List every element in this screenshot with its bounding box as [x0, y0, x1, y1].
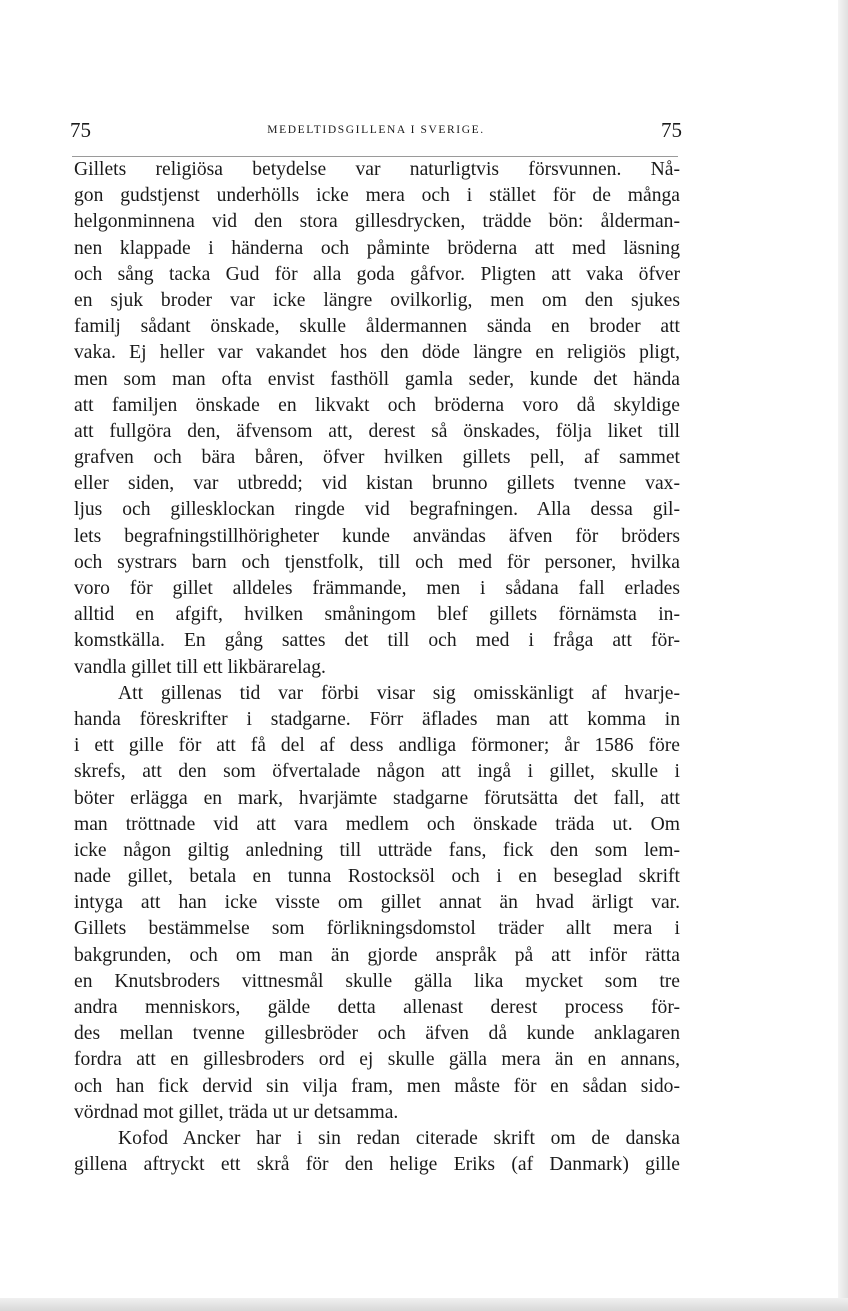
text-line: och sång tacka Gud för alla goda gåfvor. Pligten att vaka öfver: [74, 263, 680, 285]
paragraph-start-line: Att gillenas tid var förbi visar sig omisskänligt af hvarje-: [118, 682, 680, 704]
text-line: lets begrafningstillhörigheter kunde användas äfven för bröders: [74, 525, 680, 547]
text-line: en sjuk broder var icke längre ovilkorlig, men om den sjukes: [74, 289, 680, 311]
text-line: andra menniskors, gälde detta allenast derest process för-: [74, 997, 680, 1018]
paragraph-start-line: Kofod Ancker har i sin redan citerade skrift om de danska: [118, 1127, 680, 1149]
text-line: att fullgöra den, äfvensom att, derest så önskades, följa liket till: [74, 420, 680, 442]
text-line: helgonminnena vid den stora gillesdrycken, trädde bön: ålderman-: [74, 211, 680, 233]
text-line: men som man ofta envist fasthöll gamla seder, kunde det hända: [74, 368, 680, 390]
text-line: och han fick dervid sin vilja fram, men måste för en sådan sido-: [74, 1075, 680, 1097]
text-line: i ett gille för att få del af dess andliga förmoner; år 1586 före: [74, 735, 680, 757]
text-line: Gillets religiösa betydelse var naturligtvis försvunnen. Nå-: [74, 159, 680, 180]
text-line: nade gillet, betala en tunna Rostocksöl och i en beseglad skrift: [74, 866, 680, 888]
text-line: grafven och bära båren, öfver hvilken gillets pell, af sammet: [74, 447, 680, 469]
text-line: och systrars barn och tjenstfolk, till och med för personer, hvilka: [74, 551, 680, 573]
page-number-right: 75: [661, 118, 682, 142]
text-line: Gillets bestämmelse som förlikningsdomstol träder allt mera i: [74, 918, 680, 940]
text-line: gon gudstjenst underhölls icke mera och i stället för de många: [74, 185, 680, 207]
running-header: [70, 118, 682, 148]
text-line: komstkälla. En gång sattes det till och med i fråga att för-: [74, 630, 680, 652]
text-line: des mellan tvenne gillesbröder och äfven då kunde anklagaren: [74, 1023, 680, 1045]
text-line: skrefs, att den som öfvertalade någon att ingå i gillet, skulle i: [74, 761, 680, 783]
paragraph-end-line: vördnad mot gillet, träda ut ur detsamma.: [74, 1101, 399, 1123]
text-line: familj sådant önskade, skulle åldermannen sända en broder att: [74, 316, 680, 338]
text-line: intyga att han icke visste om gillet annat än hvad ärligt var.: [74, 892, 680, 914]
text-line: icke någon giltig anledning till utträde fans, fick den som lem-: [74, 839, 680, 861]
text-line: alltid en afgift, hvilken småningom blef gillets förnämsta in-: [74, 604, 680, 626]
text-line: bakgrunden, och om man än gjorde anspråk på att inför rätta: [74, 944, 680, 966]
text-line: eller siden, var utbredd; vid kistan brunno gillets tvenne vax-: [74, 473, 680, 495]
text-line: man tröttnade vid att vara medlem och önskade träda ut. Om: [74, 813, 680, 835]
text-line: fordra att en gillesbroders ord ej skulle gälla mera än en annans,: [74, 1049, 680, 1071]
page-edge-right: [838, 0, 848, 1311]
text-line: voro för gillet alldeles främmande, men i sådana fall erlades: [74, 578, 680, 599]
text-line: nen klappade i händerna och påminte bröderna att med läsning: [74, 237, 680, 259]
text-line: böter erlägga en mark, hvarjämte stadgarne förutsätta det fall, att: [74, 787, 680, 809]
text-line: en Knutsbroders vittnesmål skulle gälla lika mycket som tre: [74, 970, 680, 992]
running-title: MEDELTIDSGILLENA I SVERIGE.: [267, 124, 485, 136]
paragraph-end-line: vandla gillet till ett likbärarelag.: [74, 656, 326, 678]
page-number-left: 75: [70, 118, 91, 142]
text-line: att familjen önskade en likvakt och bröderna voro då skyldige: [74, 394, 680, 416]
text-line: vaka. Ej heller var vakandet hos den döde längre en religiös pligt,: [74, 342, 680, 364]
page-edge-bottom: [0, 1298, 848, 1311]
text-line: handa föreskrifter i stadgarne. Förr äflades man att komma in: [74, 708, 680, 730]
text-line: ljus och gillesklockan ringde vid begrafningen. Alla dessa gil-: [74, 499, 680, 521]
body-text: [74, 157, 680, 1178]
text-line: gillena aftryckt ett skrå för den helige Eriks (af Danmark) gille: [74, 1154, 680, 1176]
